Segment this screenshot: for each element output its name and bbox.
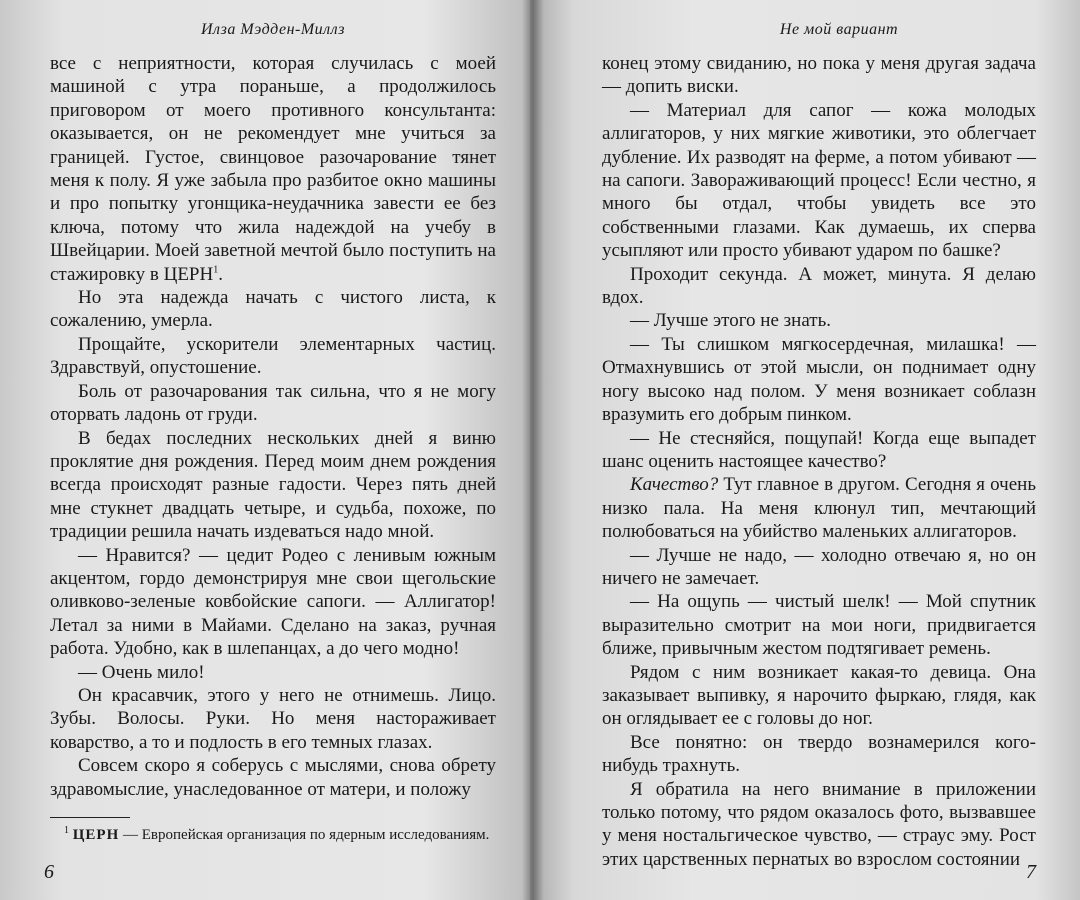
paragraph: Я обратила на него внимание в приложении только потому, что рядом оказалось фото, вызвавшее у меня ностальгическое чувство, — страус эму. Рост этих царственных пернатых во взрослом состоянии [602,778,1036,870]
footnote-text: — Европейская организация по ядерным исследованиям. [119,827,490,843]
paragraph: — Лучше этого не знать. [630,310,831,332]
footnote-divider [50,817,130,818]
paragraph: — Нравится? — цедит Родео с ленивым южным акцентом, гордо демонстрируя мне свои щегольские оливково-зеленые ковбойские сапоги. — Аллигатор! Летал за ними в Майами. Сделано на заказ, ручная работа. Удобно, как в шлепанцах, а до чего модно! [50,544,496,660]
paragraph: Боль от разочарования так сильна, что я не могу оторвать ладонь от груди. [50,380,496,426]
paragraph: все с неприятности, которая случилась с моей машиной с утра пораньше, а продолжилось приговором от моего противного консультанта: оказывается, он не рекомендует мне учиться за границей. Густое, свинцовое разочарование тянет меня к полу. Я уже забыла про разбитое окно машины и про попытку угонщика-неудачника завести ее без ключа, потому что жила надеждой на учебу в Швейцарии. Моей заветной мечтой было поступить на стажировку в ЦЕРН$^1$. [50,53,496,285]
paragraph: — Не стесняйся, пощупай! Когда еще выпадет шанс оценить настоящее качество? [602,427,1036,472]
right-page-body [602,52,1036,871]
footnote [50,826,496,845]
paragraph: Но эта надежда начать с чистого листа, к сожалению, умерла. [50,287,496,332]
paragraph: Рядом с ним возникает какая-то девица. Она заказывает выпивку, я нарочито фыркаю, глядя, как он оглядывает ее с головы до ног. [602,661,1036,730]
paragraph: — Ты слишком мягкосердечная, милашка! — Отмахнувшись от этой мысли, он поднимает одну ногу высоко над полом. У меня возникает соблазн вразумить его добрым пинком. [602,333,1036,426]
footnote-term: ЦЕРН [72,827,120,843]
left-page-body [50,52,496,801]
paragraph: — На ощупь — чистый шелк! — Мой спутник выразительно смотрит на мои ноги, придвигается ближе, привычным жестом подтягивает ремень. [602,591,1036,660]
footnote-marker: 1 [213,264,219,276]
paragraph: Проходит секунда. А может, минута. Я делаю вдох. [602,263,1036,309]
paragraph: — Очень мило! [78,661,205,683]
paragraph: конец этому свиданию, но пока у меня другая задача — допить виски. [602,53,1036,98]
paragraph: Все понятно: он твердо вознамерился кого-нибудь трахнуть. [602,731,1036,777]
paragraph: — Материал для сапог — кожа молодых аллигаторов, у них мягкие животики, это облегчает дубление. Их разводят на ферме, а потом убивают — на сапоги. Завораживающий процесс! Если честно, я много бы отдал, чтобы увидеть все это собственными глазами. Как думаешь, их сперва усыпляют или просто убивают ударом по башке? [602,99,1036,262]
right-page [530,0,1080,900]
paragraph: Прощайте, ускорители элементарных частиц. Здравствуй, опустошение. [50,333,496,379]
paragraph: В бедах последних нескольких дней я виню проклятие дня рождения. Перед моим днем рождения всегда происходят разные гадости. Через пять дней мне стукнет двадцать четыре, и судьба, похоже, по традиции решила начать издеваться надо мной. [50,427,496,543]
paragraph: — Лучше не надо, — холодно отвечаю я, но он ничего не замечает. [602,544,1036,589]
page-number-left: 6 [44,861,54,883]
emphasis: Качество? [630,474,719,496]
paragraph: Качество? Тут главное в другом. Сегодня я очень низко пала. На меня клюнул тип, мечтающий полюбоваться на убийство маленьких аллигаторов. [602,474,1036,543]
running-head-author: Илза Мэдден-Миллз [200,21,346,38]
left-page [0,0,530,900]
running-head-title: Не мой вариант [779,21,899,38]
paragraph: Совсем скоро я соберусь с мыслями, снова обрету здравомыслие, унаследованное от матери, и положу [50,755,496,800]
paragraph: Он красавчик, этого у него не отнимешь. Лицо. Зубы. Волосы. Руки. Но меня настораживает коварство, а то и подлость в его темных глазах. [50,684,496,753]
footnote-number: 1 [64,825,69,836]
page-number-right: 7 [1026,861,1036,883]
